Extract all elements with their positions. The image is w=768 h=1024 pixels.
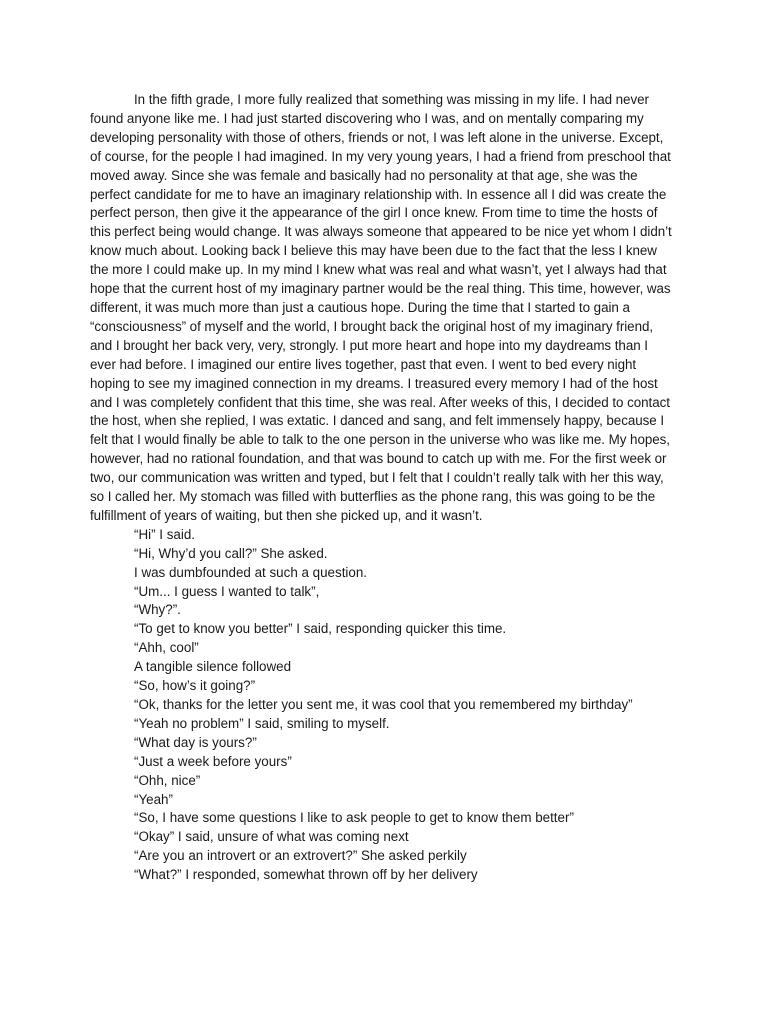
dialogue-line: “Hi, Why’d you call?” She asked.	[134, 545, 328, 561]
dialogue-line: “Um... I guess I wanted to talk”,	[134, 583, 320, 599]
dialogue-line: “Hi” I said.	[134, 526, 196, 542]
dialogue-line: “Ahh, cool”	[134, 640, 199, 656]
dialogue-line: A tangible silence followed	[134, 659, 292, 675]
document-body	[90, 91, 674, 885]
dialogue-line: “Why?”.	[134, 602, 181, 618]
dialogue-line: “Yeah”	[134, 791, 173, 807]
dialogue-line: “Just a week before yours”	[134, 753, 292, 769]
dialogue-line: “Okay” I said, unsure of what was coming next	[134, 829, 409, 845]
dialogue-line: “Are you an introvert or an extrovert?” She asked perkily	[134, 848, 467, 864]
dialogue-line: “What day is yours?”	[134, 734, 257, 750]
dialogue-line: I was dumbfounded at such a question.	[134, 564, 368, 580]
dialogue-line: “So, I have some questions I like to ask people to get to know them better”	[134, 810, 574, 826]
dialogue-line: “Yeah no problem” I said, smiling to myself.	[134, 715, 390, 731]
dialogue-line: “Ok, thanks for the letter you sent me, it was cool that you remembered my birthday”	[134, 697, 633, 712]
dialogue-line: “Ohh, nice”	[134, 772, 201, 788]
dialogue-line: “So, how’s it going?”	[134, 678, 256, 694]
story-paragraph: In the fifth grade, I more fully realized that something was missing in my life. I had never found anyone like me. I had just started discovering who I was, and on mentally comparing my developing personality with those of others, friends or not, I was left alone in the universe. Except, of course, for the people I had imagined. In my very young years, I had a friend from preschool that moved away. Since she was female and basically had no personality at that age, she was the perfect candidate for me to have an imaginary relationship with. In essence all I did was create the perfect person, then give it the appearance of the girl I once knew. From time to time the hosts of this perfect being would change. It was always someone that appeared to be nice yet whom I didn’t know much about. Looking back I believe this may have been due to the fact that the less I knew the more I could make up. In my mind I knew what was real and what wasn’t, yet I always had that hope that the current host of my imaginary partner would be the real thing. This time, however, was different, it was much more than just a cautious hope. During the time that I started to gain a “consciousness” of myself and the world, I brought back the original host of my imaginary friend, and I brought her back very, very, strongly. I put more heart and hope into my daydreams than I ever had before. I imagined our entire lives together, past that even. I went to bed every night hoping to see my imagined connection in my dreams. I treasured every memory I had of the host and I was completely confident that this time, she was real. After weeks of this, I decided to contact the host, when she replied, I was extatic. I danced and sang, and felt immensely happy, because I felt that I would finally be able to talk to the one person in the universe who was like me. My hopes, however, had no rational foundation, and that was bound to catch up with me. For the first week or two, our communication was written and typed, but I felt that I couldn’t really talk with her this way, so I called her. My stomach was filled with butterflies as the phone rang, this was going to be the fulfillment of years of waiting, but then she picked up, and it wasn’t.	[90, 92, 672, 523]
dialogue-line: “What?” I responded, somewhat thrown off by her delivery	[134, 867, 478, 883]
dialogue-block	[90, 526, 674, 885]
dialogue-line: “To get to know you better” I said, responding quicker this time.	[134, 621, 507, 637]
